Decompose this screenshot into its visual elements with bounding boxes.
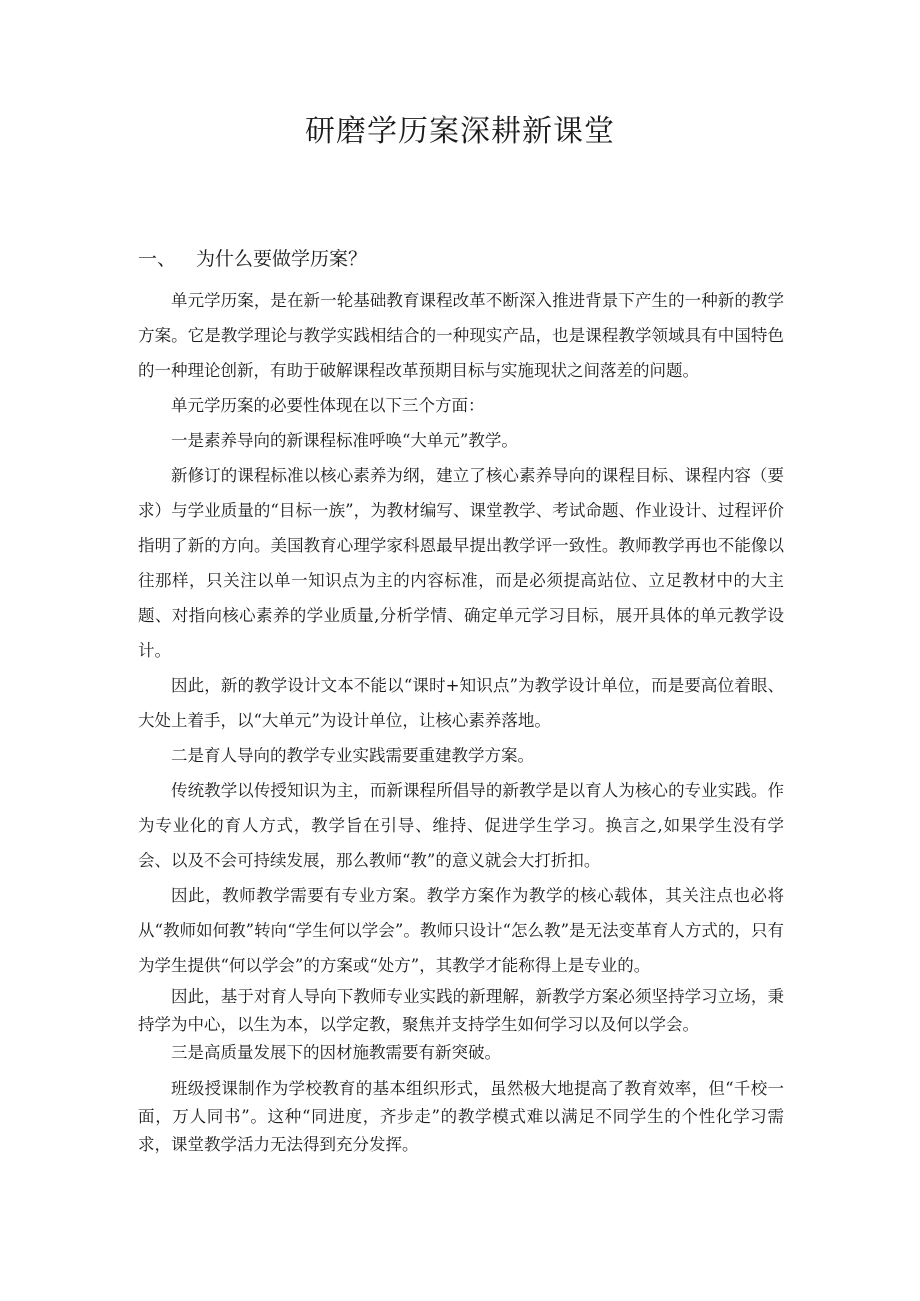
document-title: 研磨学历案深耕新课堂 [305,114,615,149]
paragraph-professional-plan: 因此，教师教学需要有专业方案。教学方案作为教学的核心载体，其关注点也必将从“教师如何教”转向“学生何以学会”。教师只设计“怎么教”是无法变革育人方式的，只有为学生提供“何以学会”的方案或“处方”，其教学才能称得上是专业的。 [138,886,784,975]
document-body [138,283,784,1159]
paragraph-necessity: 单元学历案的必要性体现在以下三个方面： [171,396,485,415]
paragraph-curriculum-standard: 新修订的课程标准以核心素养为纲，建立了核心素养导向的课程目标、课程内容（要求）与学业质量的“目标一族”，为教材编写、课堂教学、考试命题、作业设计、过程评价指明了新的方向。美国教育心理学家科恩最早提出教学评一致性。教师教学再也不能像以往那样，只关注以单一知识点为主的内容标准，而是必须提高站位、立足教材中的大主题、对指向核心素养的学业质量,分析学情、确定单元学习目标，展开具体的单元教学设计。 [138,466,784,660]
paragraph-learning-stance: 因此，基于对育人导向下教师专业实践的新理解，新教学方案必须坚持学习立场，秉持学为中心，以生为本，以学定教，聚焦并支持学生如何学习以及何以学会。 [138,987,784,1034]
section-heading [138,244,367,274]
section-heading-text: 为什么要做学历案？ [196,248,368,270]
paragraph-intro: 单元学历案，是在新一轮基础教育课程改革不断深入推进背景下产生的一种新的教学方案。它是教学理论与教学实践相结合的一种现实产品，也是课程教学领域具有中国特色的一种理论创新，有助于破解课程改革预期目标与实施现状之间落差的问题。 [138,291,784,380]
paragraph-point-three: 三是高质量发展下的因材施教需要有新突破。 [171,1043,501,1062]
paragraph-point-one: 一是素养导向的新课程标准呼唤“大单元”教学。 [171,431,518,450]
section-number: 一、 [138,248,177,270]
paragraph-point-two: 二是育人导向的教学专业实践需要重建教学方案。 [171,746,534,765]
paragraph-traditional-teaching: 传统教学以传授知识为主，而新课程所倡导的新教学是以育人为核心的专业实践。作为专业化的育人方式，教学旨在引导、维持、促进学生学习。换言之,如果学生没有学会、以及不会可持续发展，那么教师“教”的意义就会大打折扣。 [138,781,784,870]
paragraph-class-system: 班级授课制作为学校教育的基本组织形式，虽然极大地提高了教育效率，但“千校一面，万人同书”。这种“同进度，齐步走”的教学模式难以满足不同学生的个性化学习需求，课堂教学活力无法得到充分发挥。 [138,1079,784,1154]
paragraph-big-unit: 因此，新的教学设计文本不能以“课时+知识点”为教学设计单位，而是要高位着眼、大处上着手，以“大单元”为设计单位，让核心素养落地。 [138,676,784,730]
